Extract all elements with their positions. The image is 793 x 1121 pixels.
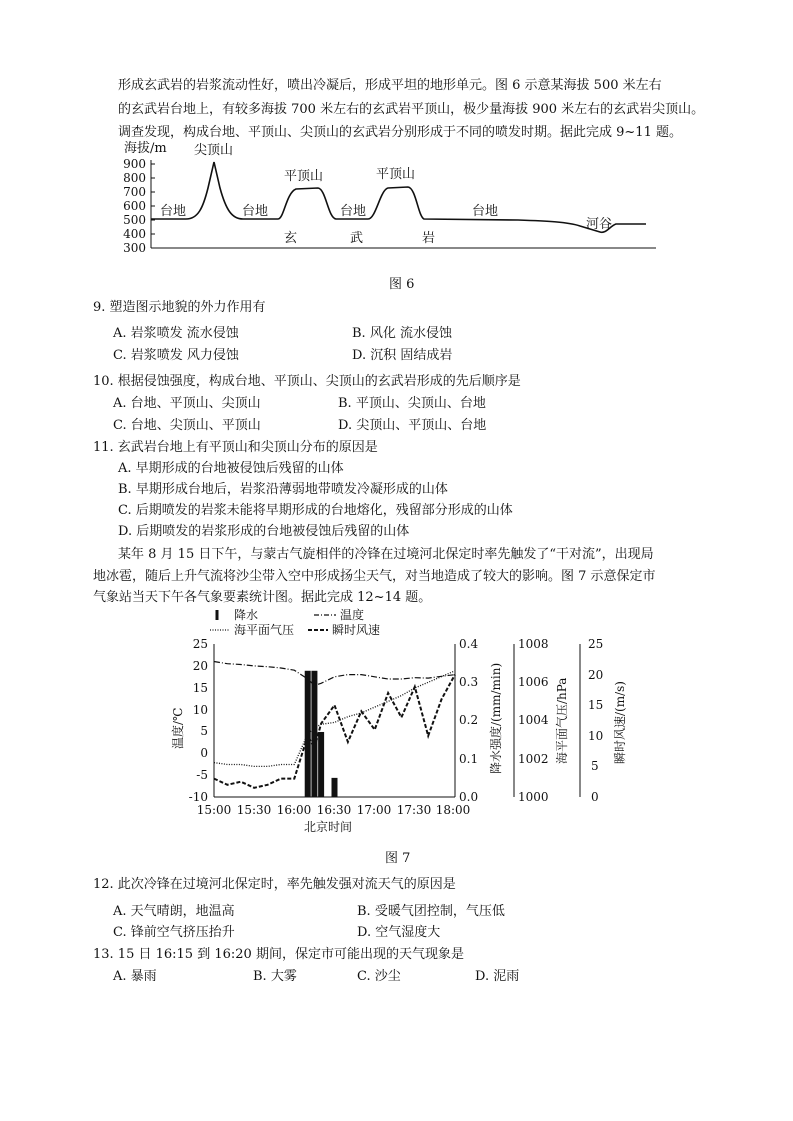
q12-option-a[interactable]: A. 天气晴朗，地温高 [113, 904, 235, 919]
q13-stem: 13. 15 日 16:15 到 16:20 期间，保定市可能出现的天气现象是 [93, 947, 464, 962]
pressure-line [214, 671, 455, 767]
x-tick: 17:00 [356, 803, 392, 817]
q10-option-a[interactable]: A. 台地、平顶山、尖顶山 [113, 396, 261, 411]
fig6-label-hegu: 河谷 [586, 217, 613, 232]
fig7-rain-axis-label: 降水强度/(mm/min) [489, 662, 503, 774]
fig7-series-group [214, 662, 455, 798]
fig6-axis-label: 海拔/m [124, 141, 167, 156]
fig6-ytick: 700 [123, 185, 146, 199]
q13-option-b[interactable]: B. 大雾 [253, 969, 297, 984]
q11-stem: 11. 玄武岩台地上有平顶山和尖顶山分布的原因是 [93, 440, 378, 455]
rain-bar [305, 671, 311, 797]
fig6-label-xuan: 玄 [284, 231, 298, 246]
q12-stem: 12. 此次冷锋在过境河北保定时，率先触发强对流天气的原因是 [93, 877, 456, 892]
rain-bar [332, 778, 338, 797]
fig7-x-ticks [197, 803, 471, 817]
legend-pressure-label: 海平面气压 [234, 623, 295, 637]
wind-line [214, 675, 455, 788]
x-tick: 15:00 [196, 803, 232, 817]
fig6-label-pingding-1: 平顶山 [284, 169, 324, 184]
temp-tick: -5 [196, 768, 208, 782]
q9-option-c[interactable]: C. 岩浆喷发 风力侵蚀 [113, 348, 239, 363]
q13-option-d[interactable]: D. 泥雨 [475, 969, 520, 984]
intro2-line-1: 某年 8 月 15 日下午，与蒙古气旋相伴的冷锋在过境河北保定时率先触发了“干对流”，出现局 [118, 547, 654, 562]
fig7-wind-axis-label: 瞬时风速/(m/s) [613, 681, 627, 764]
q12-option-b[interactable]: B. 受暖气团控制，气压低 [357, 904, 505, 919]
x-tick: 17:30 [396, 803, 432, 817]
intro2-line-3: 气象站当天下午各气象要素统计图。据此完成 12~14 题。 [93, 590, 432, 605]
q13-option-a[interactable]: A. 暴雨 [113, 969, 157, 984]
temperature-line [214, 662, 455, 686]
q9-stem: 9. 塑造图示地貌的外力作用有 [93, 300, 266, 315]
fig7-legend [210, 607, 380, 637]
fig6-label-jianding: 尖顶山 [194, 143, 234, 158]
fig7-x-axis-label: 北京时间 [304, 820, 353, 834]
fig7-pressure-axis-label: 海平面气压/hPa [555, 677, 569, 764]
q12-option-c[interactable]: C. 锋前空气挤压抬升 [113, 925, 235, 940]
intro2-line-2: 地冰雹，随后上升气流将沙尘带入空中形成扬尘天气，对当地造成了较大的影响。图 7 示意保定市 [93, 569, 656, 584]
q10-option-c[interactable]: C. 台地、尖顶山、平顶山 [113, 418, 261, 433]
intro-line-3: 调查发现，构成台地、平顶山、尖顶山的玄武岩分别形成于不同的喷发时期。据此完成 9~11 题。 [118, 125, 682, 140]
fig6-label-taidi-3: 台地 [340, 204, 367, 219]
wind-tick: 0 [591, 790, 599, 804]
fig6-y-tickmarks [151, 164, 155, 234]
fig7-wind-ticks [588, 637, 603, 804]
fig6-y-ticks [123, 157, 146, 255]
q9-option-d[interactable]: D. 沉积 固结成岩 [352, 348, 453, 363]
fig7-temp-ticks [189, 637, 208, 804]
q9-option-b[interactable]: B. 风化 流水侵蚀 [352, 326, 452, 341]
intro-line-2: 的玄武岩台地上，有较多海拔 700 米左右的玄武岩平顶山，极少量海拔 900 米左右的玄武岩尖顶山。 [118, 102, 705, 117]
fig6-label-taidi-2: 台地 [242, 204, 269, 219]
fig7-caption: 图 7 [385, 851, 411, 866]
pressure-tick: 1004 [518, 713, 549, 727]
temp-tick: 10 [192, 703, 208, 717]
fig7-temp-axis-label: 温度/℃ [171, 707, 185, 749]
wind-tick: 5 [591, 759, 599, 773]
fig6-ytick: 600 [123, 199, 146, 213]
x-tick: 15:30 [236, 803, 272, 817]
temp-tick: 5 [200, 724, 208, 738]
rain-tick: 0.0 [459, 790, 479, 804]
fig6-region-labels [160, 142, 612, 246]
legend-temp-label: 温度 [340, 608, 365, 622]
q12-option-d[interactable]: D. 空气湿度大 [357, 925, 441, 940]
rain-bar [318, 732, 324, 797]
fig6-caption: 图 6 [389, 277, 415, 292]
fig6-label-yan: 岩 [422, 231, 436, 246]
wind-tick: 15 [588, 698, 604, 712]
temp-tick: 25 [192, 637, 208, 651]
intro-line-1: 形成玄武岩的岩浆流动性好，喷出冷凝后，形成平坦的地形单元。图 6 示意某海拔 500 米左右 [118, 78, 662, 93]
fig6-ytick: 500 [123, 213, 146, 227]
x-tick: 16:00 [276, 803, 312, 817]
rain-tick: 0.4 [459, 637, 479, 651]
wind-tick: 10 [588, 729, 604, 743]
legend-wind-label: 瞬时风速 [332, 623, 381, 637]
fig6-label-wu: 武 [350, 231, 364, 246]
temp-tick: 0 [200, 746, 208, 760]
fig7-pressure-ticks [518, 637, 549, 804]
legend-rain-label: 降水 [234, 608, 259, 622]
temp-tick: 20 [192, 659, 208, 673]
q11-option-a[interactable]: A. 早期形成的台地被侵蚀后残留的山体 [118, 461, 344, 476]
rain-tick: 0.2 [459, 713, 479, 727]
pressure-tick: 1002 [518, 752, 549, 766]
fig6-ytick: 400 [123, 227, 146, 241]
temp-tick: 15 [192, 681, 208, 695]
temp-tick: -10 [188, 790, 208, 804]
q11-option-b[interactable]: B. 早期形成台地后，岩浆沿薄弱地带喷发冷凝形成的山体 [118, 482, 448, 497]
fig6-label-pingding-2: 平顶山 [376, 167, 416, 182]
rain-tick: 0.1 [459, 752, 479, 766]
figure-6-terrain-profile [118, 138, 663, 258]
x-tick: 18:00 [435, 803, 471, 817]
x-tick: 16:30 [316, 803, 352, 817]
q11-option-c[interactable]: C. 后期喷发的岩浆未能将早期形成的台地熔化，残留部分形成的山体 [118, 503, 513, 518]
pressure-tick: 1008 [518, 637, 549, 651]
q11-option-d[interactable]: D. 后期喷发的岩浆形成的台地被侵蚀后残留的山体 [118, 524, 410, 539]
q10-option-d[interactable]: D. 尖顶山、平顶山、台地 [338, 418, 487, 433]
rain-tick: 0.3 [459, 675, 479, 689]
wind-tick: 25 [588, 637, 604, 651]
pressure-tick: 1006 [518, 675, 549, 689]
q13-option-c[interactable]: C. 沙尘 [357, 969, 401, 984]
q9-option-a[interactable]: A. 岩浆喷发 流水侵蚀 [113, 326, 239, 341]
rain-bar [311, 671, 317, 797]
pressure-tick: 1000 [518, 790, 549, 804]
fig6-ytick: 300 [123, 241, 146, 255]
q10-option-b[interactable]: B. 平顶山、尖顶山、台地 [338, 396, 486, 411]
figure-7-weather-chart [168, 604, 638, 836]
fig6-ytick: 800 [123, 171, 146, 185]
q10-stem: 10. 根据侵蚀强度，构成台地、平顶山、尖顶山的玄武岩形成的先后顺序是 [93, 374, 521, 389]
fig6-label-taidi-4: 台地 [472, 204, 499, 219]
fig7-rain-ticks [459, 637, 478, 804]
fig6-label-taidi-1: 台地 [160, 204, 187, 219]
wind-tick: 20 [588, 668, 604, 682]
fig6-ytick: 900 [123, 157, 146, 171]
